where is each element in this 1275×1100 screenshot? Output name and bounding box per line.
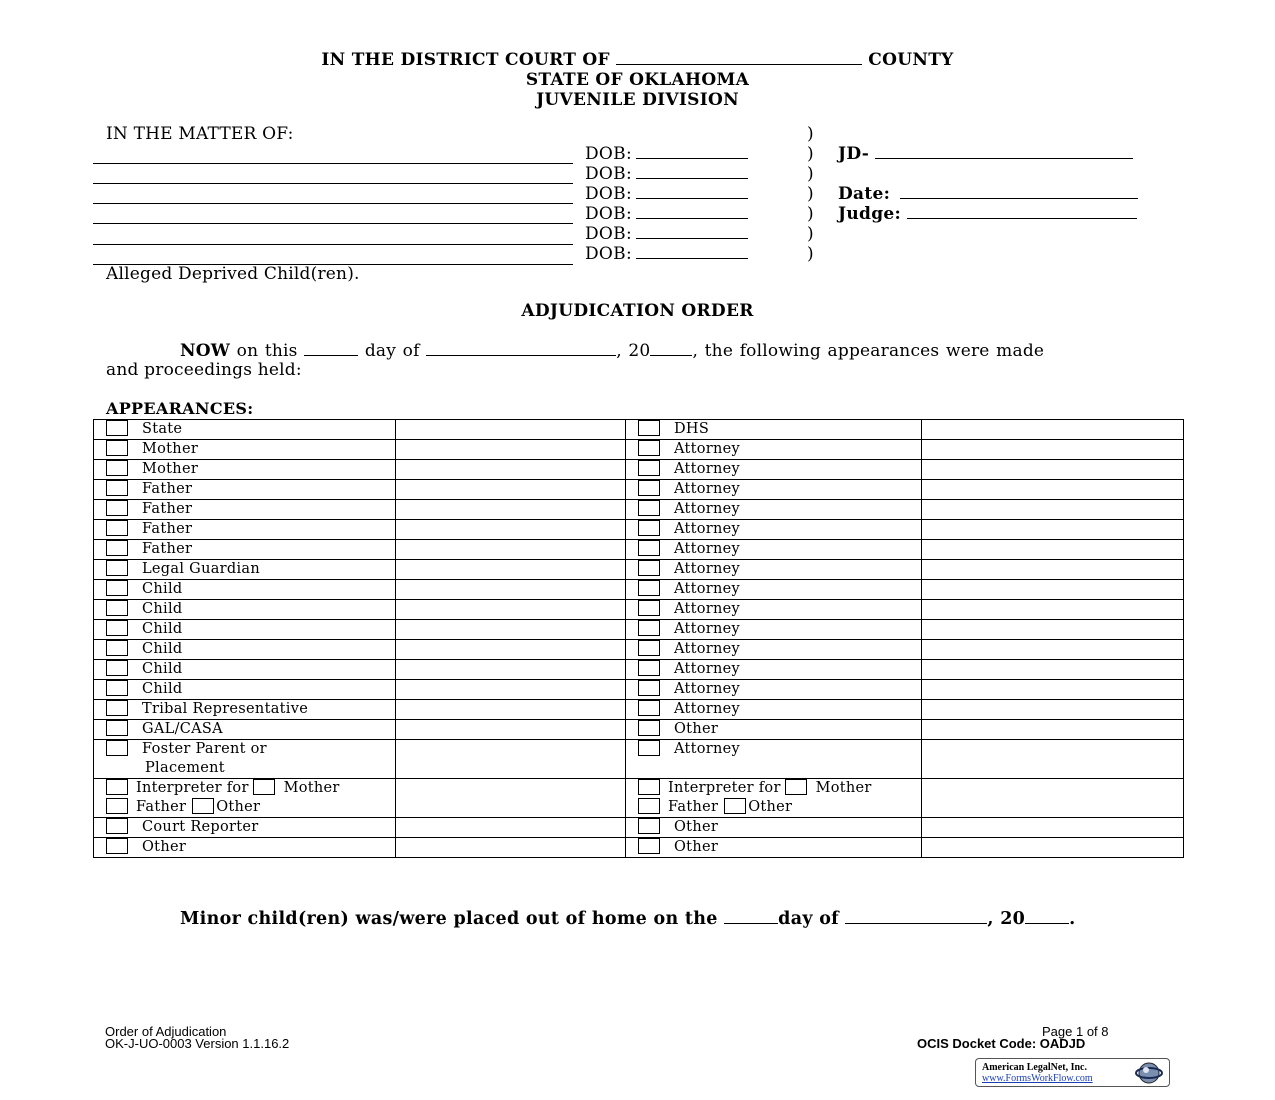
foster-cell bbox=[94, 740, 396, 779]
appearance-name-field[interactable] bbox=[922, 640, 1184, 660]
appearance-row bbox=[94, 838, 1184, 858]
appearance-right-cell bbox=[626, 620, 922, 640]
interpreter-cell bbox=[626, 779, 922, 818]
appearance-checkbox[interactable] bbox=[638, 620, 660, 636]
appearance-name-field[interactable] bbox=[396, 660, 626, 680]
appearance-name-field[interactable] bbox=[396, 540, 626, 560]
appearance-label: Attorney bbox=[674, 481, 741, 497]
interpreter-checkbox[interactable] bbox=[106, 779, 128, 795]
appearance-right-cell bbox=[626, 460, 922, 480]
appearance-right-cell bbox=[626, 480, 922, 500]
county-name-field[interactable] bbox=[616, 64, 862, 65]
appearance-name-field[interactable] bbox=[922, 440, 1184, 460]
dob-field[interactable] bbox=[636, 198, 748, 199]
foster-label-2: Placement bbox=[145, 760, 225, 776]
appearance-left-cell bbox=[94, 600, 396, 620]
appearance-label: Attorney bbox=[674, 681, 741, 697]
on-this-text: on this bbox=[236, 341, 298, 361]
appearance-checkbox[interactable] bbox=[638, 680, 660, 696]
appearance-checkbox[interactable] bbox=[106, 560, 128, 576]
appearance-checkbox[interactable] bbox=[106, 440, 128, 456]
appearance-label: Attorney bbox=[674, 541, 741, 557]
child-name-field[interactable] bbox=[93, 183, 573, 184]
appearance-label: State bbox=[142, 421, 183, 437]
appearance-name-field[interactable] bbox=[396, 779, 626, 818]
placement-day-field[interactable] bbox=[724, 923, 778, 924]
dob-row bbox=[585, 184, 748, 204]
appearance-left-cell bbox=[94, 460, 396, 480]
caption-paren: ) bbox=[807, 184, 814, 204]
appearance-left-cell bbox=[94, 660, 396, 680]
day-of-text: day of bbox=[364, 341, 420, 361]
court-prefix: IN THE DISTRICT COURT OF bbox=[321, 50, 610, 70]
appearance-checkbox[interactable] bbox=[638, 600, 660, 616]
appearance-name-field[interactable] bbox=[922, 600, 1184, 620]
appearance-checkbox[interactable] bbox=[106, 620, 128, 636]
appearance-name-field[interactable] bbox=[922, 420, 1184, 440]
date-label: Date: bbox=[838, 184, 891, 204]
dob-field[interactable] bbox=[636, 258, 748, 259]
dob-label: DOB: bbox=[585, 244, 632, 264]
appearance-right-cell bbox=[626, 660, 922, 680]
appearances-table bbox=[93, 419, 1184, 858]
father-label: Father bbox=[136, 799, 187, 815]
appearance-row bbox=[94, 640, 1184, 660]
appearance-name-field[interactable] bbox=[922, 700, 1184, 720]
mother-checkbox[interactable] bbox=[785, 779, 807, 795]
appearance-label: Other bbox=[142, 839, 187, 855]
interpreter-label: Interpreter for bbox=[668, 780, 781, 796]
appearance-right-cell bbox=[626, 600, 922, 620]
court-header-line bbox=[0, 50, 1275, 70]
appearance-label: Attorney bbox=[674, 601, 741, 617]
appearance-left-cell bbox=[94, 520, 396, 540]
appearance-checkbox[interactable] bbox=[106, 480, 128, 496]
appearance-name-field[interactable] bbox=[396, 620, 626, 640]
appearance-checkbox[interactable] bbox=[106, 640, 128, 656]
appearance-label: Attorney bbox=[674, 641, 741, 657]
appearance-label: Child bbox=[142, 601, 183, 617]
judge-field[interactable] bbox=[907, 218, 1137, 219]
division-title: JUVENILE DIVISION bbox=[536, 90, 739, 110]
appearances-body bbox=[94, 420, 1184, 858]
appearance-label: Child bbox=[142, 581, 183, 597]
following-text: , the following appearances were made bbox=[692, 341, 1045, 361]
appearance-checkbox[interactable] bbox=[638, 700, 660, 716]
appearance-name-field[interactable] bbox=[396, 580, 626, 600]
appearance-checkbox[interactable] bbox=[638, 720, 660, 736]
publisher-badge[interactable] bbox=[975, 1058, 1170, 1087]
appearance-name-field[interactable] bbox=[922, 818, 1184, 838]
appearance-row bbox=[94, 460, 1184, 480]
child-name-field[interactable] bbox=[93, 163, 573, 164]
appearance-checkbox[interactable] bbox=[638, 640, 660, 656]
appearance-label: Attorney bbox=[674, 521, 741, 537]
appearance-checkbox[interactable] bbox=[106, 680, 128, 696]
appearance-row bbox=[94, 520, 1184, 540]
order-title: ADJUDICATION ORDER bbox=[521, 301, 754, 321]
appearance-name-field[interactable] bbox=[922, 620, 1184, 640]
attorney-label: Attorney bbox=[674, 741, 741, 757]
appearance-right-cell bbox=[626, 500, 922, 520]
appearance-right-cell bbox=[626, 818, 922, 838]
appearance-left-cell bbox=[94, 620, 396, 640]
other-label: Other bbox=[216, 799, 261, 815]
appearance-label: Child bbox=[142, 661, 183, 677]
appearance-label: Attorney bbox=[674, 661, 741, 677]
appearance-name-field[interactable] bbox=[922, 480, 1184, 500]
publisher-name: American LegalNet, Inc. bbox=[982, 1062, 1087, 1073]
appearance-label: Father bbox=[142, 541, 193, 557]
placement-line bbox=[180, 909, 1076, 929]
appearance-label: Attorney bbox=[674, 621, 741, 637]
appearance-checkbox[interactable] bbox=[106, 420, 128, 436]
appearance-label: Mother bbox=[142, 441, 199, 457]
appearance-label: Father bbox=[142, 481, 193, 497]
appearance-checkbox[interactable] bbox=[106, 580, 128, 596]
intro-year-field[interactable] bbox=[650, 355, 692, 356]
publisher-website[interactable]: www.FormsWorkFlow.com bbox=[982, 1073, 1093, 1084]
appearance-label: Tribal Representative bbox=[142, 701, 309, 717]
appearance-row bbox=[94, 680, 1184, 700]
appearance-left-cell bbox=[94, 480, 396, 500]
appearance-row bbox=[94, 620, 1184, 640]
appearance-label: Child bbox=[142, 641, 183, 657]
jd-row bbox=[838, 144, 1133, 164]
appearance-label: Father bbox=[142, 501, 193, 517]
appearance-checkbox[interactable] bbox=[638, 480, 660, 496]
child-name-field[interactable] bbox=[93, 244, 573, 245]
appearance-left-cell bbox=[94, 540, 396, 560]
appearance-right-cell bbox=[626, 540, 922, 560]
appearance-right-cell bbox=[626, 580, 922, 600]
dob-row bbox=[585, 204, 748, 224]
interpreter-row bbox=[94, 779, 1184, 818]
appearance-left-cell bbox=[94, 560, 396, 580]
dob-field[interactable] bbox=[636, 238, 748, 239]
children-label: Alleged Deprived Child(ren). bbox=[106, 264, 360, 284]
appearance-name-field[interactable] bbox=[922, 560, 1184, 580]
dob-row bbox=[585, 244, 748, 264]
appearance-name-field[interactable] bbox=[396, 818, 626, 838]
appearance-label: Mother bbox=[142, 461, 199, 477]
appearance-label: Other bbox=[674, 721, 719, 737]
appearance-left-cell bbox=[94, 700, 396, 720]
appearance-name-field[interactable] bbox=[396, 420, 626, 440]
father-checkbox[interactable] bbox=[106, 798, 128, 814]
appearance-right-cell bbox=[626, 640, 922, 660]
page-number: Page 1 of 8 bbox=[1042, 1024, 1109, 1039]
dob-row bbox=[585, 144, 748, 164]
state-title: STATE OF OKLAHOMA bbox=[525, 70, 750, 90]
appearance-label: Attorney bbox=[674, 701, 741, 717]
matter-label: IN THE MATTER OF: bbox=[106, 124, 294, 144]
appearance-checkbox[interactable] bbox=[106, 700, 128, 716]
father-checkbox[interactable] bbox=[638, 798, 660, 814]
appearance-left-cell bbox=[94, 500, 396, 520]
intro-month-field[interactable] bbox=[426, 355, 616, 356]
other-checkbox[interactable] bbox=[192, 798, 214, 814]
appearance-checkbox[interactable] bbox=[638, 440, 660, 456]
appearance-name-field[interactable] bbox=[922, 838, 1184, 858]
appearance-name-field[interactable] bbox=[922, 580, 1184, 600]
appearance-name-field[interactable] bbox=[922, 460, 1184, 480]
child-name-field[interactable] bbox=[93, 223, 573, 224]
appearance-name-field[interactable] bbox=[922, 540, 1184, 560]
appearance-right-cell bbox=[626, 680, 922, 700]
appearance-name-field[interactable] bbox=[396, 560, 626, 580]
appearance-label: GAL/CASA bbox=[142, 721, 223, 737]
appearance-label: Attorney bbox=[674, 501, 741, 517]
appearance-name-field[interactable] bbox=[396, 740, 626, 779]
dob-row bbox=[585, 224, 748, 244]
appearance-row bbox=[94, 660, 1184, 680]
appearance-name-field[interactable] bbox=[396, 680, 626, 700]
appearance-name-field[interactable] bbox=[922, 720, 1184, 740]
appearance-checkbox[interactable] bbox=[638, 580, 660, 596]
appearance-label: DHS bbox=[674, 421, 710, 437]
appearance-checkbox[interactable] bbox=[638, 660, 660, 676]
date-field[interactable] bbox=[900, 198, 1138, 199]
appearance-checkbox[interactable] bbox=[106, 720, 128, 736]
intro-day-field[interactable] bbox=[304, 355, 358, 356]
jd-field[interactable] bbox=[875, 158, 1133, 159]
appearance-checkbox[interactable] bbox=[638, 818, 660, 834]
appearance-left-cell bbox=[94, 680, 396, 700]
appearance-name-field[interactable] bbox=[396, 838, 626, 858]
caption-paren: ) bbox=[807, 124, 814, 144]
appearance-label: Attorney bbox=[674, 441, 741, 457]
appearance-name-field[interactable] bbox=[922, 520, 1184, 540]
mother-checkbox[interactable] bbox=[253, 779, 275, 795]
dob-row bbox=[585, 164, 748, 184]
appearance-label: Attorney bbox=[674, 461, 741, 477]
interpreter-cell bbox=[94, 779, 396, 818]
appearance-row bbox=[94, 600, 1184, 620]
appearance-checkbox[interactable] bbox=[638, 460, 660, 476]
appearance-row bbox=[94, 440, 1184, 460]
appearance-left-cell bbox=[94, 818, 396, 838]
appearance-label: Attorney bbox=[674, 561, 741, 577]
year-prefix: , 20 bbox=[616, 341, 651, 361]
appearance-row bbox=[94, 580, 1184, 600]
appearance-left-cell bbox=[94, 838, 396, 858]
appearance-label: Child bbox=[142, 681, 183, 697]
appearance-name-field[interactable] bbox=[922, 500, 1184, 520]
appearance-checkbox[interactable] bbox=[106, 460, 128, 476]
appearance-right-cell bbox=[626, 720, 922, 740]
appearance-left-cell bbox=[94, 580, 396, 600]
appearance-left-cell bbox=[94, 440, 396, 460]
appearance-label: Father bbox=[142, 521, 193, 537]
caption-paren: ) bbox=[807, 224, 814, 244]
appearance-row bbox=[94, 700, 1184, 720]
appearance-row bbox=[94, 420, 1184, 440]
appearance-checkbox[interactable] bbox=[638, 838, 660, 854]
dob-label: DOB: bbox=[585, 204, 632, 224]
appearance-name-field[interactable] bbox=[396, 520, 626, 540]
judge-row bbox=[838, 204, 1137, 224]
caption-paren: ) bbox=[807, 164, 814, 184]
placement-day-of: day of bbox=[778, 909, 839, 929]
appearance-name-field[interactable] bbox=[396, 600, 626, 620]
foster-label-1: Foster Parent or bbox=[142, 741, 267, 757]
father-label: Father bbox=[668, 799, 719, 815]
appearance-row bbox=[94, 818, 1184, 838]
appearance-name-field[interactable] bbox=[396, 700, 626, 720]
appearance-right-cell bbox=[626, 440, 922, 460]
date-row bbox=[838, 184, 1138, 204]
placement-year-prefix: , 20 bbox=[987, 909, 1026, 929]
appearance-checkbox[interactable] bbox=[638, 420, 660, 436]
dob-field[interactable] bbox=[636, 178, 748, 179]
appearance-label: Legal Guardian bbox=[142, 561, 260, 577]
appearance-name-field[interactable] bbox=[922, 680, 1184, 700]
foster-attorney-cell bbox=[626, 740, 922, 779]
appearance-label: Attorney bbox=[674, 581, 741, 597]
appearance-left-cell bbox=[94, 640, 396, 660]
appearance-checkbox[interactable] bbox=[106, 660, 128, 676]
intro-line-1 bbox=[180, 341, 1170, 361]
appearance-name-field[interactable] bbox=[396, 500, 626, 520]
appearance-checkbox[interactable] bbox=[106, 818, 128, 834]
appearances-heading: APPEARANCES: bbox=[106, 399, 254, 418]
appearance-right-cell bbox=[626, 420, 922, 440]
form-code: OK-J-UO-0003 Version 1.1.16.2 bbox=[105, 1036, 290, 1051]
appearance-checkbox[interactable] bbox=[638, 560, 660, 576]
appearance-checkbox[interactable] bbox=[638, 540, 660, 556]
judge-label: Judge: bbox=[838, 204, 902, 224]
mother-label: Mother bbox=[283, 780, 340, 796]
appearance-checkbox[interactable] bbox=[638, 520, 660, 536]
form-name: Order of Adjudication bbox=[105, 1024, 227, 1039]
appearance-name-field[interactable] bbox=[396, 480, 626, 500]
child-name-field[interactable] bbox=[93, 203, 573, 204]
appearance-right-cell bbox=[626, 520, 922, 540]
appearance-right-cell bbox=[626, 700, 922, 720]
caption-paren: ) bbox=[807, 204, 814, 224]
appearance-checkbox[interactable] bbox=[106, 520, 128, 536]
globe-icon bbox=[1134, 1061, 1164, 1085]
other-label: Other bbox=[748, 799, 793, 815]
appearance-left-cell bbox=[94, 720, 396, 740]
placement-year-field[interactable] bbox=[1025, 923, 1069, 924]
appearance-right-cell bbox=[626, 838, 922, 858]
docket-code: OCIS Docket Code: OADJD bbox=[917, 1036, 1086, 1051]
appearance-label: Other bbox=[674, 819, 719, 835]
appearance-right-cell bbox=[626, 560, 922, 580]
mother-label: Mother bbox=[815, 780, 872, 796]
now-word: NOW bbox=[180, 341, 231, 361]
dob-label: DOB: bbox=[585, 164, 632, 184]
appearance-name-field[interactable] bbox=[396, 440, 626, 460]
dob-label: DOB: bbox=[585, 224, 632, 244]
placement-text: Minor child(ren) was/were placed out of home on the bbox=[180, 909, 718, 929]
appearance-row bbox=[94, 480, 1184, 500]
appearance-checkbox[interactable] bbox=[106, 838, 128, 854]
caption-paren: ) bbox=[807, 244, 814, 264]
court-suffix: COUNTY bbox=[868, 50, 954, 70]
appearance-row bbox=[94, 500, 1184, 520]
interpreter-label: Interpreter for bbox=[136, 780, 249, 796]
placement-month-field[interactable] bbox=[845, 923, 987, 924]
dob-field[interactable] bbox=[636, 158, 748, 159]
appearance-label: Child bbox=[142, 621, 183, 637]
appearance-label: Other bbox=[674, 839, 719, 855]
appearance-checkbox[interactable] bbox=[106, 600, 128, 616]
dob-label: DOB: bbox=[585, 144, 632, 164]
dob-label: DOB: bbox=[585, 184, 632, 204]
appearance-name-field[interactable] bbox=[396, 720, 626, 740]
jd-label: JD- bbox=[838, 144, 870, 164]
foster-checkbox[interactable] bbox=[106, 740, 128, 756]
caption-paren: ) bbox=[807, 144, 814, 164]
other-checkbox[interactable] bbox=[724, 798, 746, 814]
appearance-checkbox[interactable] bbox=[638, 500, 660, 516]
placement-end: . bbox=[1069, 909, 1076, 929]
intro-line-2: and proceedings held: bbox=[106, 360, 302, 380]
appearance-label: Court Reporter bbox=[142, 819, 259, 835]
attorney-checkbox[interactable] bbox=[638, 740, 660, 756]
appearance-row bbox=[94, 720, 1184, 740]
appearance-name-field[interactable] bbox=[922, 740, 1184, 779]
appearance-row bbox=[94, 540, 1184, 560]
dob-field[interactable] bbox=[636, 218, 748, 219]
appearance-name-field[interactable] bbox=[396, 640, 626, 660]
appearance-name-field[interactable] bbox=[922, 779, 1184, 818]
appearance-left-cell bbox=[94, 420, 396, 440]
interpreter-checkbox[interactable] bbox=[638, 779, 660, 795]
appearance-checkbox[interactable] bbox=[106, 540, 128, 556]
appearance-checkbox[interactable] bbox=[106, 500, 128, 516]
appearance-name-field[interactable] bbox=[922, 660, 1184, 680]
appearance-row bbox=[94, 560, 1184, 580]
appearance-name-field[interactable] bbox=[396, 460, 626, 480]
foster-row bbox=[94, 740, 1184, 779]
